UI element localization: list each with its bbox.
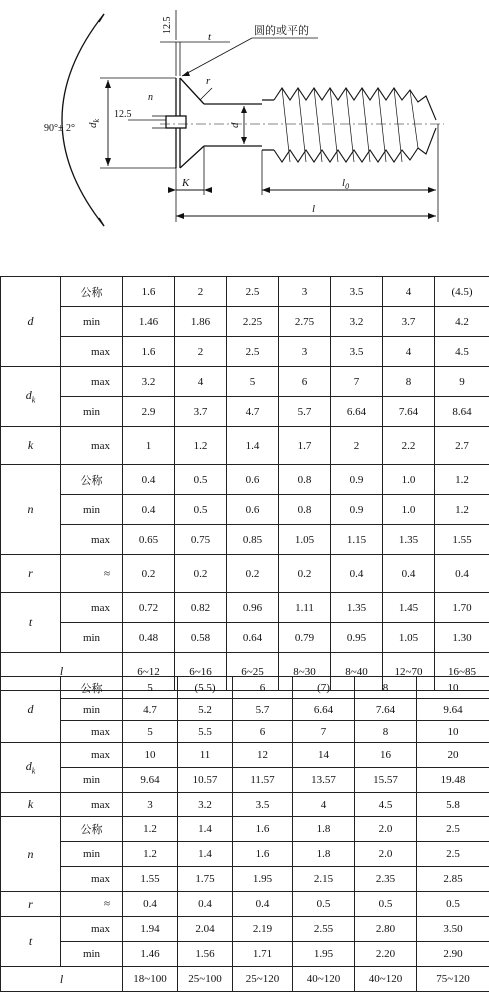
value-cell: 0.2 [227,555,279,593]
value-cell: 2.5 [227,337,279,367]
value-cell: 5 [123,721,178,743]
value-cell: 0.82 [175,593,227,623]
table-row [1,307,489,337]
param-symbol: k [1,427,61,465]
label-l: l [312,203,316,215]
param-subtype: 公称 [61,817,123,842]
label-12-5-left: 12.5 [114,109,132,120]
param-subtype: min [61,397,123,427]
value-cell: 1.2 [435,465,489,495]
value-cell: 3.2 [123,367,175,397]
value-cell: 5.7 [279,397,331,427]
value-cell: 0.2 [123,555,175,593]
value-cell: 1.46 [123,307,175,337]
value-cell: 1.8 [293,817,355,842]
value-cell: 2.9 [123,397,175,427]
value-cell: 25~100 [178,967,233,992]
label-l0: $l_0$ [342,177,350,191]
value-cell: 3 [279,337,331,367]
value-cell: 0.72 [123,593,175,623]
value-cell: 1.45 [383,593,435,623]
value-cell: 5.7 [233,699,293,721]
value-cell: 0.5 [417,892,489,917]
value-cell: 1.4 [178,817,233,842]
value-cell: 0.8 [279,465,331,495]
label-dk: $d_k$ [87,118,101,128]
value-cell: 3.5 [331,277,383,307]
value-cell: 0.5 [175,495,227,525]
param-subtype: max [61,917,123,942]
value-cell: 4.7 [227,397,279,427]
value-cell: 1.2 [123,842,178,867]
value-cell: 2.0 [355,842,417,867]
value-cell: 25~120 [233,967,293,992]
value-cell: 2.90 [417,942,489,967]
value-cell: 19.48 [417,768,489,793]
value-cell: 0.5 [293,892,355,917]
param-subtype: max [61,337,123,367]
value-cell: 0.85 [227,525,279,555]
value-cell: 8 [355,677,417,699]
value-cell: 5 [123,677,178,699]
value-cell: 0.95 [331,623,383,653]
value-cell: 0.65 [123,525,175,555]
value-cell: 0.6 [227,495,279,525]
param-subtype: min [61,699,123,721]
value-cell: 10 [417,677,489,699]
value-cell: 5.5 [178,721,233,743]
table-row [1,337,489,367]
value-cell: 16~85 [435,653,489,691]
value-cell: 4 [175,367,227,397]
value-cell: 6 [233,677,293,699]
value-cell: 2 [175,337,227,367]
value-cell: 3.50 [417,917,489,942]
value-cell: 10.57 [178,768,233,793]
param-subtype: min [61,942,123,967]
spec-table-1 [0,276,489,691]
value-cell: 6~25 [227,653,279,691]
value-cell: 1.7 [279,427,331,465]
param-subtype: max [61,743,123,768]
value-cell: 6~12 [123,653,175,691]
value-cell: 2.04 [178,917,233,942]
table-row [1,277,489,307]
param-subtype: max [61,593,123,623]
value-cell: 2.80 [355,917,417,942]
value-cell: 0.8 [279,495,331,525]
value-cell: 0.2 [175,555,227,593]
value-cell: 1.8 [293,842,355,867]
table-row [1,525,489,555]
value-cell: 0.4 [178,892,233,917]
value-cell: 0.5 [355,892,417,917]
table-row [1,367,489,397]
table-row [1,699,489,721]
value-cell: 1.2 [123,817,178,842]
value-cell: 3.7 [383,307,435,337]
value-cell: 0.6 [227,465,279,495]
value-cell: 7 [293,721,355,743]
value-cell: 1.70 [435,593,489,623]
table-row [1,967,489,992]
table-row [1,465,489,495]
table-row [1,593,489,623]
param-subtype: max [61,793,123,817]
value-cell: 1.75 [178,867,233,892]
param-symbol: k [1,793,61,817]
value-cell: 2.5 [417,842,489,867]
value-cell: 1.35 [383,525,435,555]
value-cell: 16 [355,743,417,768]
value-cell: 3 [279,277,331,307]
value-cell: 8~30 [279,653,331,691]
value-cell: 6.64 [293,699,355,721]
param-subtype: min [61,495,123,525]
param-symbol: $d_k$ [1,743,61,793]
value-cell: 3 [123,793,178,817]
value-cell: 40~120 [293,967,355,992]
value-cell: 11 [178,743,233,768]
table-row [1,743,489,768]
value-cell: 3.2 [331,307,383,337]
value-cell: 0.5 [175,465,227,495]
table-row [1,623,489,653]
value-cell: 0.79 [279,623,331,653]
value-cell: 3.5 [233,793,293,817]
value-cell: 1.05 [279,525,331,555]
value-cell: 1.95 [293,942,355,967]
value-cell: 0.4 [331,555,383,593]
value-cell: 4.5 [355,793,417,817]
value-cell: 0.58 [175,623,227,653]
value-cell: (5.5) [178,677,233,699]
value-cell: 0.96 [227,593,279,623]
param-subtype: 公称 [61,677,123,699]
value-cell: 0.9 [331,465,383,495]
value-cell: 2.0 [355,817,417,842]
value-cell: 75~120 [417,967,489,992]
value-cell: 8 [383,367,435,397]
param-symbol: r [1,892,61,917]
value-cell: 9 [435,367,489,397]
screw-drawing [0,0,489,268]
param-symbol: $d_k$ [1,367,61,427]
value-cell: 5 [227,367,279,397]
label-r: r [206,75,211,87]
value-cell: 8~40 [331,653,383,691]
value-cell: 3.7 [175,397,227,427]
value-cell: 4.2 [435,307,489,337]
param-subtype: max [61,867,123,892]
param-symbol: t [1,593,61,653]
param-subtype: min [61,623,123,653]
param-subtype: max [61,427,123,465]
label-12-5-top: 12.5 [162,16,173,34]
table-row [1,917,489,942]
value-cell: 0.4 [123,465,175,495]
table-row [1,942,489,967]
value-cell: 1.2 [435,495,489,525]
table-row [1,842,489,867]
value-cell: 4.5 [435,337,489,367]
value-cell: 12~70 [383,653,435,691]
value-cell: 9.64 [123,768,178,793]
table-row [1,721,489,743]
value-cell: 1.6 [233,842,293,867]
value-cell: 1.0 [383,465,435,495]
value-cell: 13.57 [293,768,355,793]
table-row [1,555,489,593]
param-symbol: d [1,277,61,367]
param-subtype: min [61,842,123,867]
value-cell: 14 [293,743,355,768]
value-cell: 0.4 [123,495,175,525]
value-cell: 1.11 [279,593,331,623]
table-row [1,427,489,465]
table-row [1,495,489,525]
value-cell: 2.55 [293,917,355,942]
value-cell: 1.6 [233,817,293,842]
param-subtype: ≈ [61,555,123,593]
table-row [1,892,489,917]
value-cell: 18~100 [123,967,178,992]
value-cell: 1.30 [435,623,489,653]
value-cell: 1.2 [175,427,227,465]
value-cell: 5.2 [178,699,233,721]
value-cell: 1.4 [178,842,233,867]
param-subtype: max [61,721,123,743]
value-cell: 2.35 [355,867,417,892]
value-cell: 10 [123,743,178,768]
value-cell: 2.75 [279,307,331,337]
value-cell: 1.55 [123,867,178,892]
value-cell: 1.35 [331,593,383,623]
table-row [1,793,489,817]
param-symbol: r [1,555,61,593]
value-cell: 6~16 [175,653,227,691]
value-cell: 2.5 [227,277,279,307]
label-angle: 90°± 2° [44,123,75,134]
value-cell: 2.19 [233,917,293,942]
table-row [1,867,489,892]
value-cell: 20 [417,743,489,768]
param-subtype: max [61,525,123,555]
value-cell: 0.9 [331,495,383,525]
value-cell: 0.48 [123,623,175,653]
param-symbol: n [1,465,61,555]
value-cell: 0.2 [279,555,331,593]
value-cell: 0.4 [435,555,489,593]
value-cell: 1.6 [123,337,175,367]
value-cell: 2 [175,277,227,307]
value-cell: 1.71 [233,942,293,967]
param-symbol: n [1,817,61,892]
value-cell: 0.75 [175,525,227,555]
value-cell: 7.64 [383,397,435,427]
param-symbol: l [1,967,123,992]
param-symbol: t [1,917,61,967]
value-cell: 1.0 [383,495,435,525]
value-cell: 5.8 [417,793,489,817]
param-symbol: d [1,677,61,743]
param-symbol: l [1,653,123,691]
value-cell: 1.56 [178,942,233,967]
value-cell: (4.5) [435,277,489,307]
value-cell: 7.64 [355,699,417,721]
value-cell: 1.46 [123,942,178,967]
param-subtype: 公称 [61,277,123,307]
value-cell: 1.6 [123,277,175,307]
table-row [1,677,489,699]
value-cell: 12 [233,743,293,768]
value-cell: 11.57 [233,768,293,793]
value-cell: 1.05 [383,623,435,653]
value-cell: 9.64 [417,699,489,721]
value-cell: 3.5 [331,337,383,367]
table-row [1,768,489,793]
value-cell: 2.85 [417,867,489,892]
label-d: d [229,122,241,128]
param-subtype: 公称 [61,465,123,495]
value-cell: 1.55 [435,525,489,555]
value-cell: (7) [293,677,355,699]
value-cell: 2.2 [383,427,435,465]
value-cell: 0.4 [233,892,293,917]
value-cell: 4 [293,793,355,817]
value-cell: 1.95 [233,867,293,892]
value-cell: 1 [123,427,175,465]
value-cell: 0.4 [383,555,435,593]
value-cell: 7 [331,367,383,397]
table-row [1,397,489,427]
label-n: n [148,92,153,103]
value-cell: 1.4 [227,427,279,465]
value-cell: 3.2 [178,793,233,817]
value-cell: 4 [383,337,435,367]
value-cell: 2.5 [417,817,489,842]
value-cell: 10 [417,721,489,743]
value-cell: 15.57 [355,768,417,793]
value-cell: 4 [383,277,435,307]
value-cell: 6 [233,721,293,743]
value-cell: 40~120 [355,967,417,992]
param-subtype: min [61,768,123,793]
value-cell: 8 [355,721,417,743]
value-cell: 6 [279,367,331,397]
value-cell: 4.7 [123,699,178,721]
value-cell: 1.86 [175,307,227,337]
spec-table-2 [0,676,489,992]
value-cell: 2.7 [435,427,489,465]
value-cell: 2.25 [227,307,279,337]
value-cell: 0.64 [227,623,279,653]
label-t: t [208,31,212,43]
value-cell: 1.94 [123,917,178,942]
value-cell: 2 [331,427,383,465]
label-round-or-flat: 圆的或平的 [254,24,309,37]
value-cell: 2.20 [355,942,417,967]
param-subtype: min [61,307,123,337]
value-cell: 1.15 [331,525,383,555]
table-row [1,817,489,842]
label-K: K [182,177,190,189]
value-cell: 6.64 [331,397,383,427]
value-cell: 0.4 [123,892,178,917]
value-cell: 8.64 [435,397,489,427]
param-subtype: ≈ [61,892,123,917]
param-subtype: max [61,367,123,397]
value-cell: 2.15 [293,867,355,892]
